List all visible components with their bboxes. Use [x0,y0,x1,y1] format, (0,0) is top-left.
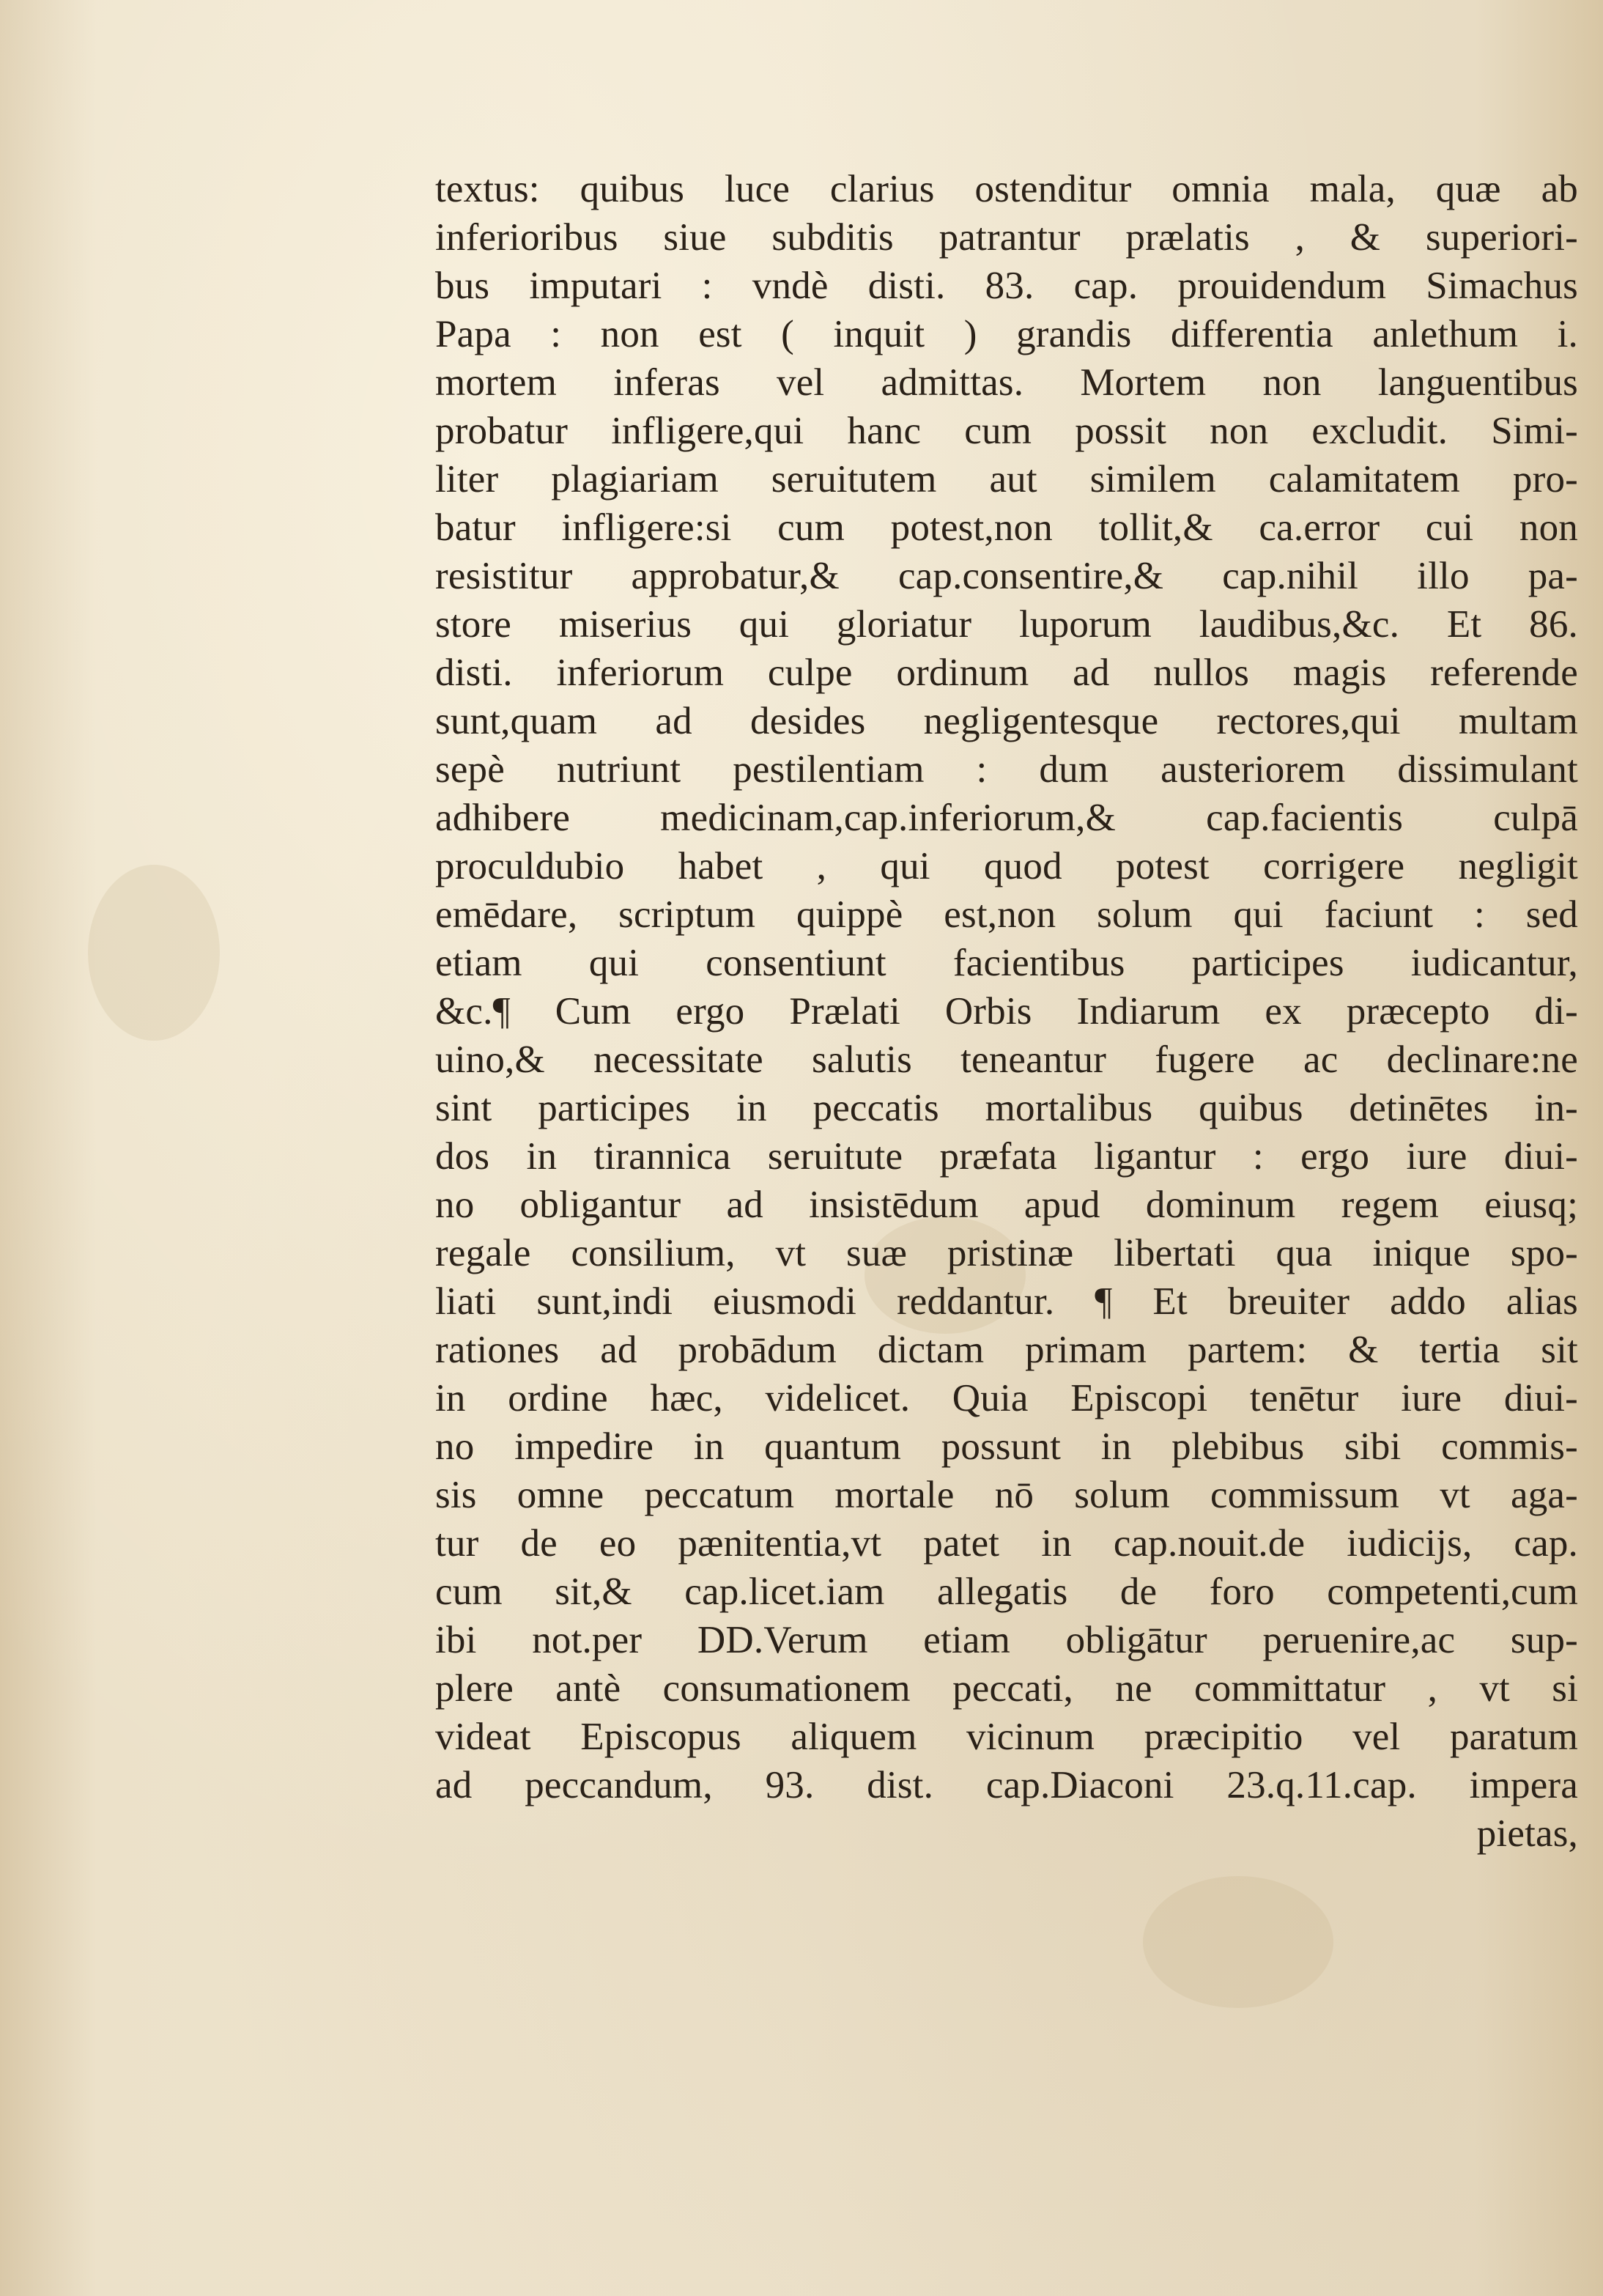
text-line: in ordine hæc, videlicet. Quia Episcopi tenētur iure diui- [435,1377,1578,1420]
text-line: store miserius qui gloriatur luporum laudibus,&c. Et 86. [435,603,1578,646]
page-text-block [435,165,1578,1858]
text-line: regale consilium, vt suæ pristinæ libertati qua inique spo- [435,1232,1578,1274]
text-line: textus: quibus luce clarius ostenditur omnia mala, quæ ab [435,168,1578,210]
text-line: tur de eo pænitentia,vt patet in cap.nouit.de iudicijs, cap. [435,1522,1578,1565]
text-line: mortem inferas vel admittas. Mortem non languentibus [435,361,1578,404]
text-line: videat Episcopus aliquem vicinum præcipitio vel paratum [435,1716,1578,1758]
text-line: emēdare, scriptum quippè est,non solum qui faciunt : sed [435,893,1578,936]
paper-stain [1143,1876,1333,2008]
text-line: &c.¶ Cum ergo Prælati Orbis Indiarum ex præcepto di- [435,990,1578,1033]
text-line: plere antè consumationem peccati, ne committatur , vt si [435,1667,1578,1710]
text-line: ibi not.per DD.Verum etiam obligātur peruenire,ac sup- [435,1619,1578,1661]
text-line: sint participes in peccatis mortalibus quibus detinētes in- [435,1087,1578,1129]
text-line: inferioribus siue subditis patrantur prælatis , & superiori- [435,216,1578,259]
text-line: rationes ad probādum dictam primam partem: & tertia sit [435,1329,1578,1371]
text-line: ad peccandum, 93. dist. cap.Diaconi 23.q.11.cap. impera [435,1764,1578,1806]
text-line: sepè nutriunt pestilentiam : dum austeriorem dissimulant [435,748,1578,791]
text-line: Papa : non est ( inquit ) grandis differentia anlethum i. [435,313,1578,355]
text-line: etiam qui consentiunt facientibus participes iudicantur, [435,942,1578,984]
text-line: dos in tirannica seruitute præfata ligantur : ergo iure diui- [435,1135,1578,1178]
text-line: resistitur approbatur,& cap.consentire,& cap.nihil illo pa- [435,555,1578,597]
text-line: bus imputari : vndè disti. 83. cap. prouidendum Simachus [435,265,1578,307]
text-line: disti. inferiorum culpe ordinum ad nullos magis referende [435,651,1578,694]
text-line: adhibere medicinam,cap.inferiorum,& cap.facientis culpā [435,797,1578,839]
text-line: uino,& necessitate salutis teneantur fugere ac declinare:ne [435,1038,1578,1081]
text-line: proculdubio habet , qui quod potest corrigere negligit [435,845,1578,887]
text-line: sunt,quam ad desides negligentesque rectores,qui multam [435,700,1578,742]
text-line: no obligantur ad insistēdum apud dominum regem eiusq; [435,1184,1578,1226]
paper-stain [88,865,220,1041]
text-line: cum sit,& cap.licet.iam allegatis de foro competenti,cum [435,1570,1578,1613]
text-line: batur infligere:si cum potest,non tollit,& ca.error cui non [435,506,1578,549]
text-line: no impedire in quantum possunt in plebibus sibi commis- [435,1425,1578,1468]
text-line: sis omne peccatum mortale nō solum commissum vt aga- [435,1474,1578,1516]
text-line: probatur infligere,qui hanc cum possit non excludit. Simi- [435,410,1578,452]
text-line: liter plagiariam seruitutem aut similem calamitatem pro- [435,458,1578,501]
text-line: liati sunt,indi eiusmodi reddantur. ¶ Et breuiter addo alias [435,1280,1578,1323]
catchword: pietas, [1476,1812,1578,1855]
